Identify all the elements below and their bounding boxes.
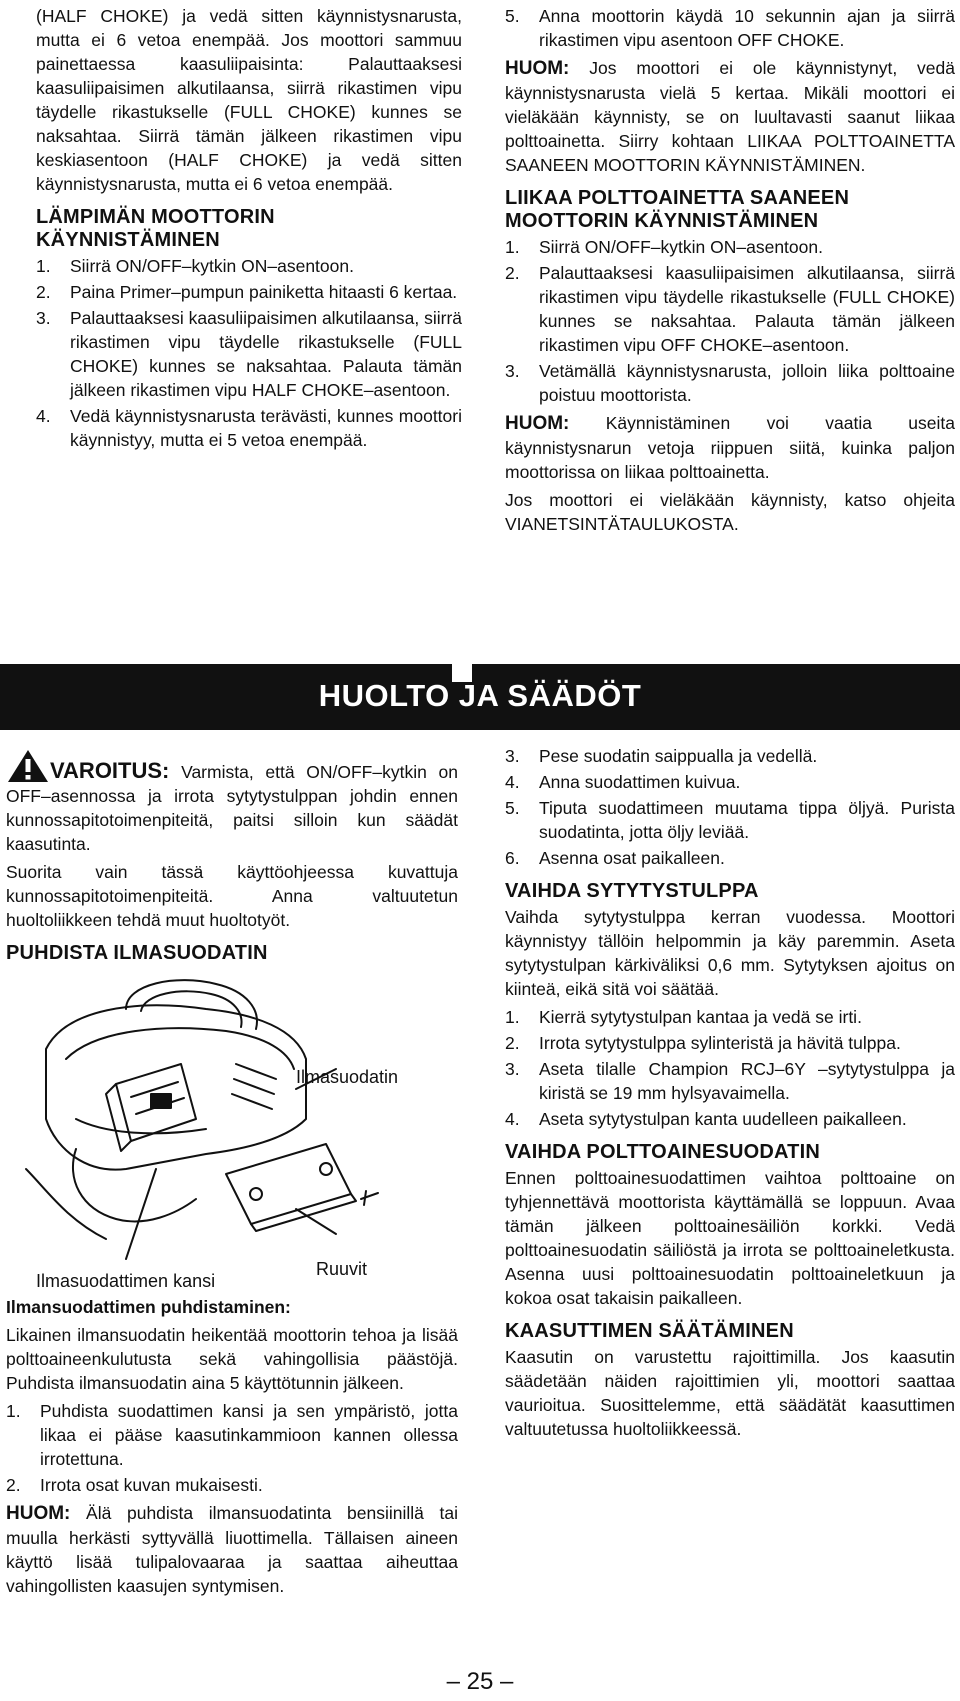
warning-label: VAROITUS:	[50, 758, 170, 783]
warning-icon	[6, 748, 50, 784]
bottom-left-column	[6, 748, 458, 1602]
list-item: 2. Palauttaaksesi kaasuliipaisimen alkutilaansa, siirrä rikastimen vipu täydelle rikastukselle (FULL CHOKE) kunnes se naksahtaa. Palauta tämän jälkeen rikastimen vipu OFF CHOKE–asentoon.	[505, 263, 955, 355]
top-right-column	[505, 4, 955, 540]
maintenance-scope-paragraph: Suorita vain tässä käyttöohjeessa kuvattuja kunnossapitotoimenpiteitä. Anna valtuutetun huoltoliikkeen tehdä muut huoltotyöt.	[6, 862, 458, 930]
carburetor-paragraph: Kaasutin on varustettu rajoittimilla. Jos kaasutin säädetään näiden rajoittimien yli, moottori saattaa vaurioitua. Suosittelemme, että säädätät kaasuttimen valtuutetussa huoltoliikkeessä.	[505, 1347, 955, 1439]
air-filter-illustration	[6, 969, 458, 1289]
filter-cleaning-steps	[6, 1399, 458, 1497]
list-item: 5. Tiputa suodattimeen muutama tippa öljyä. Purista suodatinta, jotta öljy leviää.	[505, 798, 955, 842]
list-item: 3. Pese suodatin saippualla ja vedellä.	[505, 746, 818, 766]
warm-start-heading: LÄMPIMÄN MOOTTORIN KÄYNNISTÄMINEN	[36, 206, 275, 251]
air-filter-figure	[6, 969, 458, 1289]
note-many-pulls: HUOM: Käynnistäminen voi vaatia useita käynnistysnarun vetoja riippuen siitä, kuinka paljon moottorissa on liikaa polttoainetta.	[505, 413, 955, 482]
clean-filter-heading: PUHDISTA ILMASUODATIN	[6, 942, 268, 964]
spark-plug-steps	[505, 1005, 955, 1131]
list-item: 2. Irrota sytytystulppa sylinteristä ja hävitä tulppa.	[505, 1033, 901, 1053]
note-not-started: HUOM: Jos moottori ei ole käynnistynyt, vedä käynnistysnarusta vielä 5 kertaa. Mikäli moottori ei vieläkään käynnisty, se on luultavasti saanut liikaa polttoainetta. Siirry kohtaan LIIKAA POLTTOAINETTA SAANEEN MOOTTORIN KÄYNNISTÄMINEN.	[505, 58, 955, 175]
note-label: HUOM:	[6, 1503, 71, 1524]
figure-label-screws: Ruuvit	[316, 1259, 368, 1279]
page-number: – 25 –	[446, 1668, 514, 1695]
warning-paragraph: VAROITUS: Varmista, että ON/OFF–kytkin on OFF–asennossa ja irrota sytytystulppan johdin ennen kunnossapitotoimenpiteitä, paitsi silloin kun säädät kaasutinta.	[6, 748, 458, 856]
top-left-column	[36, 4, 462, 456]
list-item: 4. Aseta sytytystulpan kanta uudelleen paikalleen.	[505, 1109, 907, 1129]
list-item: 3. Palauttaaksesi kaasuliipaisimen alkutilaansa, siirrä rikastimen vipu täydelle rikastukselle (FULL CHOKE) kunnes se naksahtaa. Palauta tämän jälkeen rikastimen vipu HALF CHOKE–asentoon.	[36, 308, 462, 400]
note-label: HUOM:	[505, 58, 570, 79]
list-item: 1. Siirrä ON/OFF–kytkin ON–asentoon.	[505, 237, 823, 257]
warm-start-steps-continued	[505, 4, 955, 52]
warm-start-steps	[36, 254, 462, 452]
cleaning-subheading: Ilmansuodattimen puhdistaminen:	[6, 1297, 291, 1317]
list-item: 4. Anna suodattimen kuivua.	[505, 772, 741, 792]
spark-plug-paragraph: Vaihda sytytystulppa kerran vuodessa. Moottori käynnistyy tällöin helpommin ja käy paremmin. Aseta sytytystulpan kärkiväliksi 0,6 mm. Sytytyksen ajoitus on kiinteä, eikä sitä voi säätää.	[505, 907, 955, 999]
list-item: 5. Anna moottorin käydä 10 sekunnin ajan ja siirrä rikastimen vipu asentoon OFF CHOKE.	[505, 6, 955, 50]
note-label: HUOM:	[505, 413, 570, 434]
bottom-right-column	[505, 744, 955, 1445]
dirty-filter-paragraph: Likainen ilmansuodatin heikentää moottorin tehoa ja lisää polttoaineenkulutusta sekä vahingollisia päästöjä. Puhdista ilmansuodatin aina 5 käyttötunnin jälkeen.	[6, 1325, 458, 1393]
note-solvents: HUOM: Älä puhdista ilmansuodatinta bensiinillä tai muulla herkästi syttyvällä liuottimella. Tällaisen aineen käyttö lisää tulipalovaaraa ja saattaa aiheuttaa vahingollisten kaasujen syntymisen.	[6, 1503, 458, 1596]
list-item: 3. Aseta tilalle Champion RCJ–6Y –sytytystulppa ja kiristä se 19 mm hylsyavaimella.	[505, 1059, 955, 1103]
list-item: 1. Kierrä sytytystulpan kantaa ja vedä se irti.	[505, 1007, 862, 1027]
list-item: 2. Paina Primer–pumpun painiketta hitaasti 6 kertaa.	[36, 282, 458, 302]
filter-steps-continued	[505, 744, 955, 870]
list-item: 4. Vedä käynnistysnarusta terävästi, kunnes moottori käynnistyy, mutta ei 5 vetoa enempää.	[36, 406, 462, 450]
carburetor-heading: KAASUTTIMEN SÄÄTÄMINEN	[505, 1320, 794, 1342]
figure-label-cover: Ilmasuodattimen kansi	[36, 1271, 216, 1291]
list-item: 1. Puhdista suodattimen kansi ja sen ympäristö, jotta likaa ei pääse kaasutinkammioon kannen ollessa irrotettuna.	[6, 1401, 458, 1469]
flooded-start-heading: LIIKAA POLTTOAINETTA SAANEEN MOOTTORIN KÄYNNISTÄMINEN	[505, 187, 850, 232]
fuel-filter-heading: VAIHDA POLTTOAINESUODATIN	[505, 1141, 820, 1163]
troubleshoot-paragraph: Jos moottori ei vieläkään käynnisty, katso ohjeita VIANETSINTÄTAULUKOSTA.	[505, 490, 955, 534]
list-item: 2. Irrota osat kuvan mukaisesti.	[6, 1475, 263, 1495]
spark-plug-heading: VAIHDA SYTYTYSTULPPA	[505, 880, 759, 902]
figure-label-filter: Ilmasuodatin	[296, 1067, 399, 1087]
section-banner	[0, 664, 960, 730]
list-item: 6. Asenna osat paikalleen.	[505, 848, 725, 868]
fuel-filter-paragraph: Ennen polttoainesuodattimen vaihtoa polttoaine on tyhjennettävä moottorista käyttämällä se loppuun. Avaa tämän jälkeen polttoainesäiliön korkki. Vedä polttoainesuodatin säiliöstä ja irrota se polttoaineletkusta. Asenna uusi polttoainesuodatin polttoaineletkuun ja kokoa osat takaisin paikalleen.	[505, 1168, 955, 1308]
half-choke-paragraph: (HALF CHOKE) ja vedä sitten käynnistysnarusta, mutta ei 6 vetoa enempää. Jos moottori sammuu painettaessa kaasuliipaisinta: Palauttaaksesi kaasuliipaisimen alkutilaansa, siirrä rikastimen vipu täydelle rikastukselle (FULL CHOKE) kunnes se naksahtaa. Siirrä tämän jälkeen rikastimen vipu keskiasentoon (HALF CHOKE) ja vedä sitten käynnistysnarusta, mutta ei 6 vetoa enempää.	[36, 6, 462, 194]
flooded-start-steps	[505, 235, 955, 407]
list-item: 1. Siirrä ON/OFF–kytkin ON–asentoon.	[36, 256, 354, 276]
list-item: 3. Vetämällä käynnistysnarusta, jolloin liika polttoaine poistuu moottorista.	[505, 361, 955, 405]
section-title: HUOLTO JA SÄÄDÖT	[318, 678, 642, 713]
